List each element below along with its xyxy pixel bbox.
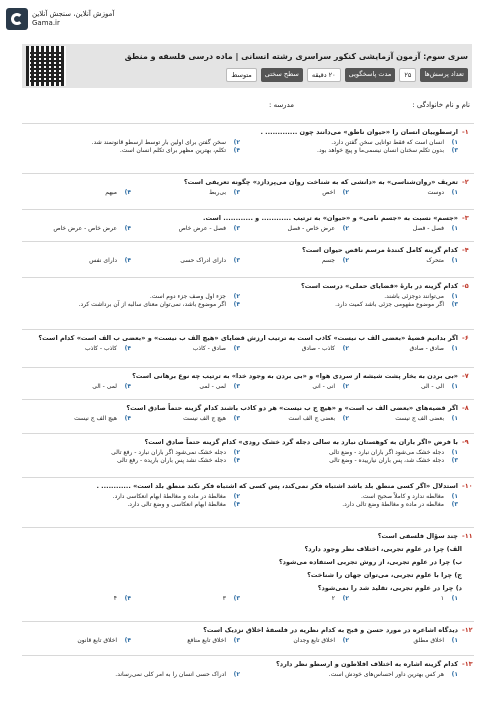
question-text: کدام گزینه اشاره به اختلاف افلاطون و ارسطو نظر دارد؟ — [275, 660, 458, 668]
option-number: ۲) — [342, 225, 349, 232]
option-number: ۱) — [451, 383, 458, 390]
answer-option[interactable] — [131, 189, 240, 197]
answer-option[interactable] — [131, 225, 240, 233]
answer-option[interactable] — [240, 501, 458, 509]
option-number: ۳) — [233, 189, 240, 196]
answer-options — [22, 493, 474, 509]
answer-option[interactable] — [240, 637, 349, 645]
option-text: اخلاق مطلق — [413, 637, 444, 644]
option-number: ۴) — [124, 595, 131, 602]
answer-option[interactable] — [22, 415, 131, 423]
question-5 — [22, 282, 474, 309]
question-text: «بی‌ بردن به بخار پشت شیشه از سردی هوا» و «بی بردن به وجود خدا» به ترتیب چه نوع برهانی است؟ — [132, 372, 458, 380]
option-text: دارای ادراک حسی — [180, 257, 226, 264]
exam-meta — [226, 68, 468, 82]
option-text: الی - الی — [421, 383, 444, 390]
option-number: ۴) — [124, 225, 131, 232]
exam-title: سری سوم: آزمون آزمایشی کنکور سراسری رشته انسانی | ماده درسی فلسفه و منطق — [124, 52, 468, 61]
question-text: اگر بدانیم قضیهٔ «بعضی الف ب نیست» کاذب است به ترتیب ارزش قضایای «هیچ الف ب نیست» و «بعضی ب الف است» کدام است؟ — [38, 334, 458, 342]
option-text: صادق - صادق — [409, 345, 444, 352]
answer-options — [22, 449, 474, 465]
question-stem — [22, 334, 474, 342]
question-divider — [22, 433, 474, 434]
option-text: می‌توانند دوجزئی باشند. — [384, 293, 444, 300]
option-text: هیچ ج الف نیست — [183, 415, 226, 422]
option-number: ۱) — [451, 345, 458, 352]
option-number: ۱) — [451, 637, 458, 644]
option-text: جسم — [321, 257, 335, 264]
answer-option[interactable] — [240, 147, 458, 155]
school-label: مدرسه : — [268, 101, 294, 109]
brand-domain: Gama.ir — [32, 19, 60, 27]
option-text: متحرک — [426, 257, 444, 264]
option-number: ۱) — [451, 139, 458, 146]
brand-tagline: آموزش آنلاین، سنجش آنلاین — [32, 10, 115, 18]
option-number: ۳) — [233, 637, 240, 644]
question-sub-item: ج) چرا با علوم تجربی، می‌توان جهان را شناخت؟ — [307, 571, 462, 579]
answer-option[interactable] — [240, 415, 349, 423]
option-text: مبهم — [105, 189, 117, 196]
answer-option[interactable] — [240, 345, 349, 353]
option-text: عرض خاص - فصل — [287, 225, 335, 232]
question-7 — [22, 372, 474, 391]
question-number: ۹- — [462, 438, 469, 446]
option-text: دوست — [427, 189, 444, 196]
question-9 — [22, 438, 474, 465]
question-text: چند سؤال فلسفی است؟ — [377, 532, 458, 540]
question-divider — [22, 173, 474, 174]
option-text: ۳ — [222, 595, 226, 602]
answer-options — [22, 257, 474, 265]
option-text: بدون تکلم سخنان انسان نیسمی‌ما و پیچ خواهد بود. — [317, 147, 444, 154]
question-sub-item: د) چرا در علوم تجربی، تقلید شد را نمی‌شود؟ — [317, 584, 462, 592]
answer-option[interactable] — [22, 501, 240, 509]
option-text: دجله خشک نمی‌شود اگر باران نبارد - رفع تالی — [111, 449, 226, 456]
option-number: ۴) — [233, 457, 240, 464]
question-text: کدام گزینه کامل کنندهٔ مرسم ناقص حیوان است؟ — [302, 246, 458, 254]
question-divider — [22, 655, 474, 656]
option-number: ۴) — [124, 345, 131, 352]
option-number: ۳) — [451, 147, 458, 154]
time-label: مدت پاسخگویی — [345, 68, 396, 82]
question-divider — [22, 367, 474, 368]
option-number: ۱) — [451, 449, 458, 456]
answer-option[interactable] — [22, 189, 131, 197]
question-stem — [22, 404, 474, 412]
option-text: بعضی ج الف است — [288, 415, 335, 422]
question-number: ۲- — [462, 178, 469, 186]
option-text: دجله خشک نشد پس باران باریده - رفع تالی — [116, 457, 226, 464]
question-sub-item: الف) چرا در علوم تجربی، اختلاف نظر وجود دارد؟ — [304, 545, 462, 553]
answer-options — [22, 293, 474, 309]
option-number: ۲) — [342, 637, 349, 644]
answer-option[interactable] — [131, 345, 240, 353]
answer-option[interactable] — [240, 293, 458, 301]
answer-options — [22, 637, 474, 645]
option-text: لمی - الی — [92, 383, 117, 390]
question-10 — [22, 482, 474, 509]
question-number: ۱۱- — [462, 532, 473, 540]
brand-text — [32, 10, 114, 28]
option-number: ۲) — [233, 139, 240, 146]
question-divider — [22, 277, 474, 278]
question-stem — [22, 626, 474, 634]
option-text: ۱ — [440, 595, 444, 602]
answer-option[interactable] — [22, 293, 240, 301]
gama-logo-icon — [6, 8, 28, 30]
question-divider — [22, 329, 474, 330]
question-text: تعریف «روان‌شناسی» به «دانشی که به شناخت روان می‌پردازد» چگونه تعریفی است؟ — [183, 178, 458, 186]
option-number: ۳) — [233, 383, 240, 390]
option-text: انی - انی — [312, 383, 335, 390]
count-label: تعداد پرسش‌ها — [420, 68, 468, 82]
option-number: ۴) — [124, 637, 131, 644]
question-divider — [22, 527, 474, 528]
option-number: ۱) — [451, 189, 458, 196]
option-number: ۱) — [451, 595, 458, 602]
answer-option[interactable] — [240, 457, 458, 465]
answer-option[interactable] — [349, 415, 458, 423]
answer-option[interactable] — [131, 637, 240, 645]
option-text: اخص — [322, 189, 335, 196]
question-stem — [22, 214, 474, 222]
option-text: دجله خشک می‌شود اگر باران نبارد - وضع تالی — [328, 449, 444, 456]
option-text: کاذب - صادق — [301, 345, 335, 352]
option-number: ۲) — [233, 449, 240, 456]
answer-option[interactable] — [349, 189, 458, 197]
question-6 — [22, 334, 474, 353]
question-stem — [22, 282, 474, 290]
question-text: کدام گزینه در بارهٔ «قضایای حملی» درست است؟ — [301, 282, 458, 290]
answer-options — [22, 225, 474, 233]
answer-option[interactable] — [22, 637, 131, 645]
question-number: ۸- — [462, 404, 469, 412]
option-number: ۱) — [451, 257, 458, 264]
answer-option[interactable] — [22, 301, 240, 309]
option-number: ۲) — [342, 383, 349, 390]
answer-option[interactable] — [131, 595, 240, 603]
option-text: اخلاق تابع قانون — [77, 637, 117, 644]
option-text: مغالطهٔ در ماده و مغالطهٔ ابهام انعکاسی دارد. — [112, 493, 226, 500]
question-number: ۵- — [462, 282, 469, 290]
option-text: مغالطه ندارد و کاملاً صحیح است. — [360, 493, 444, 500]
answer-option[interactable] — [131, 415, 240, 423]
answer-option[interactable] — [349, 345, 458, 353]
option-text: کاذب - کاذب — [85, 345, 117, 352]
answer-option[interactable] — [22, 147, 240, 155]
option-text: سخن گفتن برای اولین بار توسط ارسطو قانونمند شد. — [91, 139, 226, 146]
option-number: ۴) — [233, 147, 240, 154]
question-stem — [22, 246, 474, 254]
option-text: لمی - لمی — [199, 383, 226, 390]
answer-option[interactable] — [22, 383, 131, 391]
question-number: ۶- — [462, 334, 469, 342]
option-text: انسان است که فقط توانایی سخن گفتن دارد. — [331, 139, 444, 146]
answer-option[interactable] — [240, 257, 349, 265]
question-stem — [22, 532, 474, 540]
option-text: جزء اول وصف جزء دوم است. — [149, 293, 226, 300]
answer-option[interactable] — [22, 225, 131, 233]
question-divider — [22, 477, 474, 478]
option-text: بعضی الف ج نیست — [395, 415, 444, 422]
question-4 — [22, 246, 474, 265]
option-number: ۱) — [451, 671, 458, 678]
answer-option[interactable] — [22, 257, 131, 265]
option-number: ۳) — [451, 457, 458, 464]
answer-option[interactable] — [22, 139, 240, 147]
question-13 — [22, 660, 474, 679]
option-text: هیچ الف ج نیست — [74, 415, 117, 422]
question-text: با فرض «اگر باران به کوهستان نبارد به سالی دجله گرد خشک رودی» کدام گزینه حتماً صادق است؟ — [144, 438, 458, 446]
answer-option[interactable] — [240, 449, 458, 457]
question-number: ۱۰- — [462, 482, 473, 490]
question-2 — [22, 178, 474, 197]
option-number: ۱) — [451, 493, 458, 500]
option-text: مغالطه در ماده و مغالطهٔ وضع تالی دارد. — [342, 501, 444, 508]
option-number: ۲) — [233, 671, 240, 678]
option-number: ۱) — [451, 415, 458, 422]
answer-options — [22, 139, 474, 155]
student-info-row — [22, 98, 474, 112]
question-text: استدلال «اگر کسی منطق بلد باشد اشتباه فکر نمی‌کند، پس کسی که اشتباه فکر نکند منطق بلد است» ............ . — [96, 482, 458, 490]
answer-option[interactable] — [349, 595, 458, 603]
answer-option[interactable] — [22, 493, 240, 501]
question-11 — [22, 532, 474, 603]
option-text: اخلاق تابع منافع — [187, 637, 226, 644]
option-number: ۲) — [342, 415, 349, 422]
answer-option[interactable] — [22, 671, 240, 679]
option-number: ۱) — [451, 293, 458, 300]
answer-options — [22, 345, 474, 353]
option-number: ۱) — [451, 225, 458, 232]
option-text: ۲ — [331, 595, 335, 602]
option-text: بی‌ربط — [209, 189, 226, 196]
option-number: ۴) — [124, 257, 131, 264]
option-number: ۳) — [233, 415, 240, 422]
option-number: ۴) — [124, 415, 131, 422]
name-label: نام و نام خانوادگی : — [412, 101, 470, 109]
question-stem — [22, 438, 474, 446]
question-divider — [22, 123, 474, 124]
question-number: ۴- — [462, 246, 469, 254]
answer-option[interactable] — [22, 595, 131, 603]
answer-options — [22, 189, 474, 197]
answer-option[interactable] — [240, 189, 349, 197]
option-text: صادق - کاذب — [192, 345, 226, 352]
answer-option[interactable] — [349, 637, 458, 645]
option-text: اخلاق تابع وجدان — [293, 637, 335, 644]
question-stem — [22, 660, 474, 668]
question-sub-item: ب) چرا در علوم تجربی، از روش تجربی استفاده می‌شود؟ — [278, 558, 462, 566]
question-text: اگر قضیه‌های «بعضی الف ب است» و «هیچ ج ب نیست» هر دو کاذب باشند کدام گزینه حتماً صادق است؟ — [126, 404, 458, 412]
answer-option[interactable] — [240, 671, 458, 679]
answer-option[interactable] — [349, 257, 458, 265]
question-number: ۳- — [462, 214, 469, 222]
option-text: دجله خشک شد، پس باران نیارییده - وضع تالی — [329, 457, 444, 464]
option-number: ۲) — [342, 257, 349, 264]
question-text: ارسطوییان انسان را «حیوان ناطق» می‌دانند چون ............. . — [260, 128, 458, 136]
answer-option[interactable] — [131, 257, 240, 265]
option-number: ۴) — [124, 383, 131, 390]
answer-option[interactable] — [349, 225, 458, 233]
question-stem — [22, 372, 474, 380]
answer-options — [22, 595, 474, 603]
option-text: هر کس بهترین داور احساس‌های خودش است. — [328, 671, 444, 678]
option-number: ۲) — [342, 189, 349, 196]
answer-options — [22, 671, 474, 679]
answer-option[interactable] — [240, 595, 349, 603]
question-number: ۷- — [462, 372, 469, 380]
time-value: ۲۰ دقیقه — [307, 68, 341, 82]
question-divider — [22, 399, 474, 400]
question-number: ۱- — [462, 128, 469, 136]
option-number: ۲) — [233, 493, 240, 500]
qr-code-icon — [26, 46, 66, 86]
answer-option[interactable] — [240, 301, 458, 309]
option-text: دارای نفس — [89, 257, 117, 264]
option-text: فصل - عرض خاص — [178, 225, 226, 232]
option-text: ادراک حسی انسان را به امر کلی نمی‌رساند. — [115, 671, 226, 678]
option-text: تکلم، بهترین مظهر برای تکلم انسان است. — [119, 147, 226, 154]
option-number: ۳) — [233, 257, 240, 264]
answer-option[interactable] — [22, 449, 240, 457]
count-value: ۲۵ — [399, 68, 416, 82]
answer-options — [22, 415, 474, 423]
question-text: «جسم» نسبت به «جسم نامی» و «حیوان» به ترتیب ............ و ............ است. — [203, 214, 458, 222]
answer-option[interactable] — [240, 383, 349, 391]
answer-option[interactable] — [240, 493, 458, 501]
question-divider — [22, 209, 474, 210]
option-text: فصل - فصل — [412, 225, 444, 232]
option-text: مغالطهٔ ابهام انعکاسی و وضع تالی دارد. — [127, 501, 226, 508]
question-divider — [22, 621, 474, 622]
question-stem — [22, 128, 474, 136]
question-divider — [22, 241, 474, 242]
level-label: سطح سختی — [261, 68, 303, 82]
question-number: ۱۲- — [462, 626, 473, 634]
question-8 — [22, 404, 474, 423]
brand-header — [0, 0, 496, 40]
option-number: ۳) — [451, 501, 458, 508]
answer-option[interactable] — [131, 383, 240, 391]
option-number: ۴) — [124, 189, 131, 196]
option-number: ۲) — [342, 595, 349, 602]
option-number: ۳) — [233, 345, 240, 352]
answer-option[interactable] — [240, 225, 349, 233]
option-number: ۴) — [233, 301, 240, 308]
question-stem — [22, 482, 474, 490]
answer-option[interactable] — [22, 457, 240, 465]
option-text: عرض خاص - عرض خاص — [53, 225, 117, 232]
level-value: متوسط — [226, 68, 256, 82]
question-number: ۱۳- — [462, 660, 473, 668]
question-12 — [22, 626, 474, 645]
answer-option[interactable] — [22, 345, 131, 353]
option-number: ۳) — [451, 301, 458, 308]
option-number: ۳) — [233, 595, 240, 602]
answer-option[interactable] — [240, 139, 458, 147]
question-text: دیدگاه اشاعره در مورد حسن و قبح به کدام نظریه در فلسفهٔ اخلاق نزدیک است؟ — [203, 626, 458, 634]
option-text: اگر موضوع باشد، نمی‌توان معنای سالبه از آن برداشت کرد. — [78, 301, 226, 308]
question-3 — [22, 214, 474, 233]
option-text: ۴ — [113, 595, 117, 602]
option-number: ۲) — [342, 345, 349, 352]
question-stem — [22, 178, 474, 186]
answer-options — [22, 383, 474, 391]
option-number: ۳) — [233, 225, 240, 232]
answer-option[interactable] — [349, 383, 458, 391]
option-number: ۴) — [233, 501, 240, 508]
option-number: ۲) — [233, 293, 240, 300]
option-text: اگر موضوع مفهومی جزئی باشد کمیت دارد. — [335, 301, 444, 308]
question-1 — [22, 128, 474, 155]
